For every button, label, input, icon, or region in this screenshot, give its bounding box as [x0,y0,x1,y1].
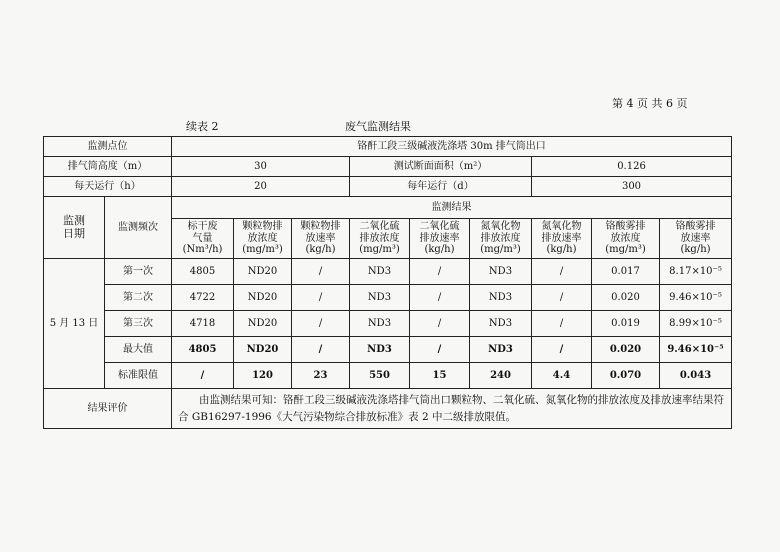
yearly-value: 300 [532,177,732,197]
point-value: 铬酐工段三级碱液洗涤塔 30m 排气筒出口 [172,137,732,157]
frequency-column-header: 监测频次 [105,197,172,259]
height-label: 排气筒高度（m） [44,157,172,177]
table-cell: ND20 [234,259,292,285]
table-cell: ND3 [470,337,532,363]
table-cell: / [410,337,470,363]
table-cell: ND20 [234,337,292,363]
column-header: 二氧化硫 排放速率 (kg/h) [410,219,470,259]
column-header: 颗粒物排 放浓度 (mg/m³) [234,219,292,259]
table-cell: / [410,311,470,337]
table-caption-label: 续表 2 [186,120,219,133]
results-header: 监测结果 [172,197,732,219]
table-cell: ND3 [350,259,410,285]
page-number: 第 4 页 共 6 页 [612,97,688,110]
table-cell: 4805 [172,337,234,363]
table-cell: 9.46×10⁻⁵ [660,285,732,311]
table-cell: ND3 [470,259,532,285]
row-label: 第一次 [105,259,172,285]
date-column-header: 监测 日期 [44,197,105,259]
row-label: 最大值 [105,337,172,363]
header-row [44,197,732,219]
column-header: 二氧化硫 排放浓度 (mg/m³) [350,219,410,259]
table-cell: / [292,285,350,311]
area-label: 测试断面面积（m²） [350,157,532,177]
table-cell: / [532,259,592,285]
table-cell: / [532,311,592,337]
monitoring-table [43,136,732,429]
table-cell: 0.017 [592,259,660,285]
table-cell: 0.070 [592,363,660,389]
table-cell: 240 [470,363,532,389]
table-cell: 23 [292,363,350,389]
column-header: 氮氧化物 排放浓度 (mg/m³) [470,219,532,259]
table-cell: 0.019 [592,311,660,337]
table-cell: / [532,337,592,363]
column-header: 氮氧化物 排放速率 (kg/h) [532,219,592,259]
table-cell: 4718 [172,311,234,337]
table-cell: 4805 [172,259,234,285]
area-value: 0.126 [532,157,732,177]
table-cell: 4.4 [532,363,592,389]
table-cell: 120 [234,363,292,389]
table-cell: ND3 [350,285,410,311]
table-cell: 0.043 [660,363,732,389]
table-cell: / [292,311,350,337]
height-value: 30 [172,157,350,177]
operation-row [44,177,732,197]
height-row [44,157,732,177]
daily-value: 20 [172,177,350,197]
column-header: 铬酸雾排 放浓度 (mg/m³) [592,219,660,259]
row-label: 第二次 [105,285,172,311]
table-cell: 0.020 [592,337,660,363]
column-header: 颗粒物排 放速率 (kg/h) [292,219,350,259]
table-cell: / [532,285,592,311]
table-cell: ND3 [350,311,410,337]
table-cell: 8.99×10⁻⁵ [660,311,732,337]
table-cell: ND3 [470,311,532,337]
column-header: 铬酸雾排 放速率 (kg/h) [660,219,732,259]
table-cell: / [410,259,470,285]
evaluation-row [44,389,732,429]
column-header: 标干废 气量 (Nm³/h) [172,219,234,259]
row-label: 标准限值 [105,363,172,389]
table-row [44,311,732,337]
table-cell: / [410,285,470,311]
evaluation-text: 由监测结果可知：铬酐工段三级碱液洗涤塔排气筒出口颗粒物、二氧化硫、氮氧化物的排放浓度及排放速率结果符合 GB16297-1996《大气污染物综合排放标准》表 2 中二级排放限值。 [172,389,732,429]
table-cell: ND3 [470,285,532,311]
table-cell: 15 [410,363,470,389]
table-cell: / [172,363,234,389]
table-cell: ND3 [350,337,410,363]
table-row [44,337,732,363]
table-title: 废气监测结果 [345,120,411,133]
table-cell: 550 [350,363,410,389]
table-cell: 0.020 [592,285,660,311]
table-row [44,259,732,285]
date-cell: 5 月 13 日 [44,259,105,389]
daily-label: 每天运行（h） [44,177,172,197]
table-row [44,285,732,311]
table-cell: / [292,337,350,363]
table-cell: ND20 [234,311,292,337]
table-row [44,363,732,389]
row-label: 第三次 [105,311,172,337]
point-label: 监测点位 [44,137,172,157]
table-cell: ND20 [234,285,292,311]
table-cell: 4722 [172,285,234,311]
table-cell: / [292,259,350,285]
yearly-label: 每年运行（d） [350,177,532,197]
table-cell: 9.46×10⁻⁵ [660,337,732,363]
table-cell: 8.17×10⁻⁵ [660,259,732,285]
evaluation-label: 结果评价 [44,389,172,429]
point-row [44,137,732,157]
